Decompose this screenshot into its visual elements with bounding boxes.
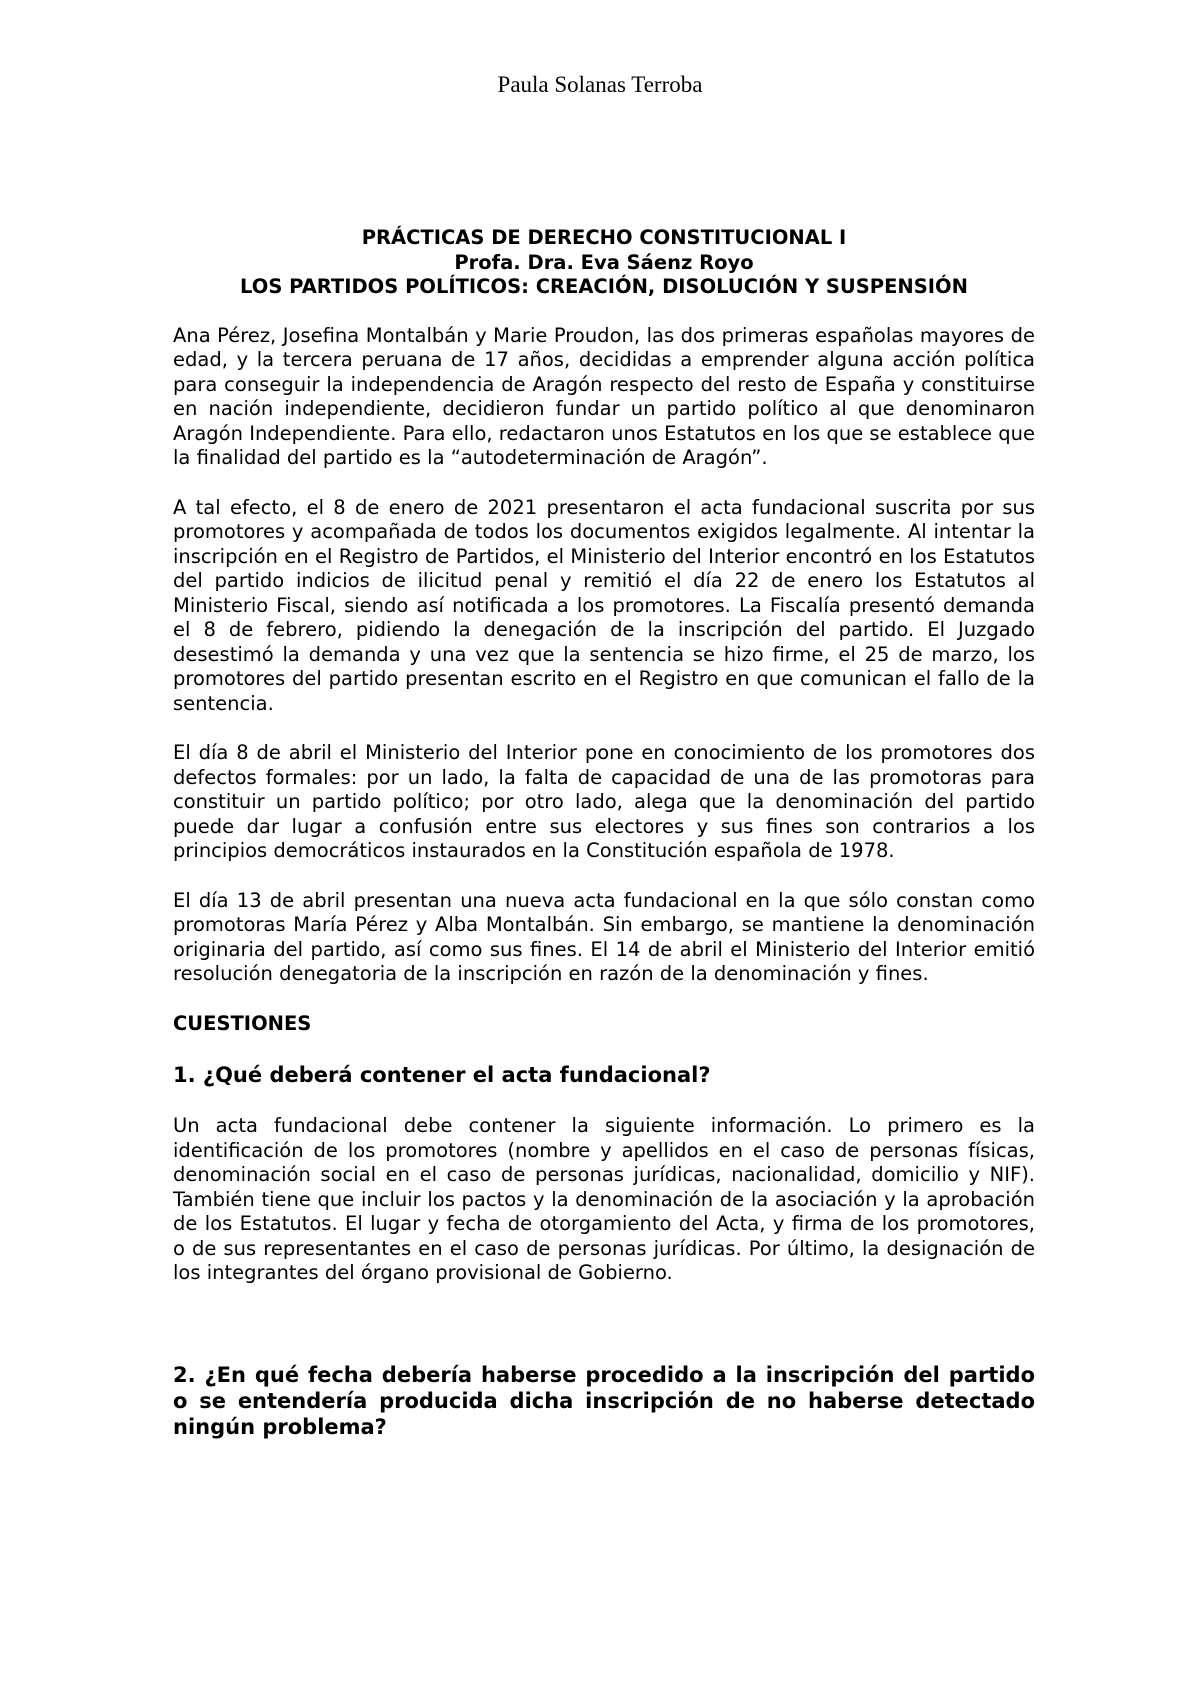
paragraph-2: A tal efecto, el 8 de enero de 2021 presentaron el acta fundacional suscrita por sus promotores y acompañada de todos los documentos exigidos legalmente. Al intentar la inscripción en el Registro de Partidos, el Ministerio del Interior encontró en los Estatutos del partido indicios de ilicitud penal y remitió el día 22 de enero los Estatutos al Ministerio Fiscal, siendo así notificada a los promotores. La Fiscalía presentó demanda el 8 de febrero, pidiendo la denegación de la inscripción del partido. El Juzgado desestimó la demanda y una vez que la sentencia se hizo firme, el 25 de marzo, los promotores del partido presentan escrito en el Registro en que comunican el fallo de la sentencia. [173,495,1035,715]
question-1: 1. ¿Qué deberá contener el acta fundacional? [173,1063,711,1087]
section-heading-cuestiones: CUESTIONES [173,1011,312,1035]
title-block [173,226,1035,300]
professor-name: Profa. Dra. Eva Sáenz Royo [454,250,754,274]
document-body [173,226,1035,1466]
question-2: 2. ¿En qué fecha debería haberse procedido a la inscripción del partido o se entendería producida dicha inscripción de no haberse detectado ningún problema? [173,1362,1035,1439]
topic-title: LOS PARTIDOS POLÍTICOS: CREACIÓN, DISOLUCIÓN Y SUSPENSIÓN [240,275,968,298]
course-title: PRÁCTICAS DE DERECHO CONSTITUCIONAL I [361,226,847,249]
paragraph-4: El día 13 de abril presentan una nueva acta fundacional en la que sólo constan como promotoras María Pérez y Alba Montalbán. Sin embargo, se mantiene la denominación originaria del partido, así como sus fines. El 14 de abril el Ministerio del Interior emitió resolución denegatoria de la inscripción en razón de la denominación y fines. [173,888,1035,985]
paragraph-1: Ana Pérez, Josefina Montalbán y Marie Proudon, las dos primeras españolas mayores de edad, y la tercera peruana de 17 años, decididas a emprender alguna acción política para conseguir la independencia de Aragón respecto del resto de España y constituirse en nación independiente, decidieron fundar un partido político al que denominaron Aragón Independiente. Para ello, redactaron unos Estatutos en los que se establece que la finalidad del partido es la “autodeterminación de Aragón”. [173,323,1035,469]
author-header: Paula Solanas Terroba [497,72,703,97]
answer-1: Un acta fundacional debe contener la siguiente información. Lo primero es la identificación de los promotores (nombre y apellidos en el caso de personas físicas, denominación social en el caso de personas jurídicas, nacionalidad, domicilio y NIF). También tiene que incluir los pactos y la denominación de la asociación y la aprobación de los Estatutos. El lugar y fecha de otorgamiento del Acta, y firma de los promotores, o de sus representantes en el caso de personas jurídicas. Por último, la designación de los integrantes del órgano provisional de Gobierno. [173,1114,1035,1284]
paragraph-3: El día 8 de abril el Ministerio del Interior pone en conocimiento de los promotores dos defectos formales: por un lado, la falta de capacidad de una de las promotoras para constituir un partido político; por otro lado, alega que la denominación del partido puede dar lugar a confusión entre sus electores y sus fines son contrarios a los principios democráticos instaurados en la Constitución española de 1978. [173,741,1035,862]
